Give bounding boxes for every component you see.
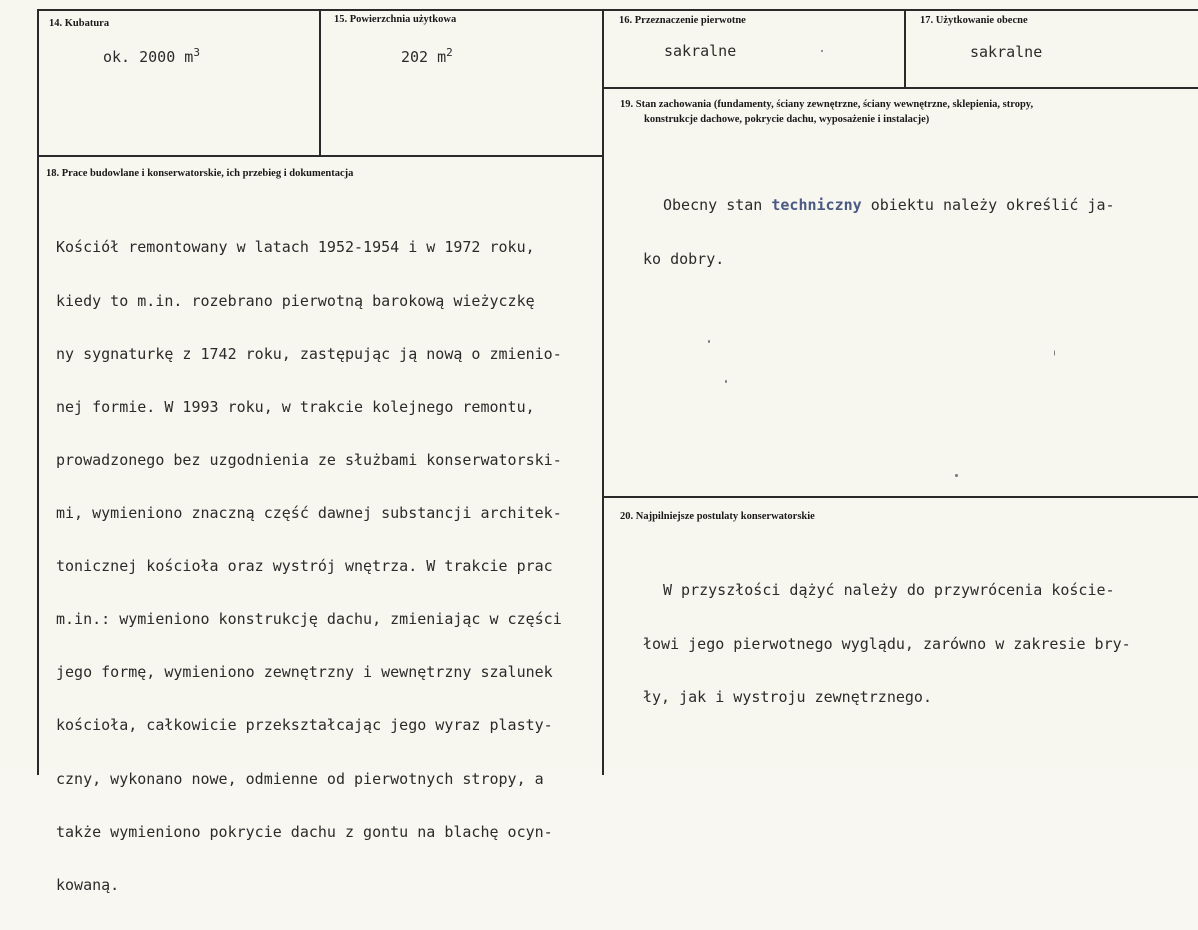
rule-below-14-15 [37,155,603,157]
field-19-highlighted-word: techniczny [771,196,862,215]
paper-speck [955,474,958,477]
divider-16-17 [904,9,906,88]
field-18-line: także wymieniono pokrycie dachu z gontu na blachę ocyn- [56,822,553,841]
field-19-line [663,197,1115,215]
field-18-line: prowadzonego bez uzgodnienia ze służbami konserwatorski- [56,450,562,469]
center-divider [602,9,604,775]
divider-14-15 [319,9,321,156]
field-19-line: ko dobry. [643,249,725,268]
paper-speck [725,380,727,383]
paper-speck [1054,350,1055,356]
field-20-label: 20. Najpilniejsze postulaty konserwatorskie [620,511,815,522]
field-18-text [56,204,562,930]
field-18-line: czny, wykonano nowe, odmienne od pierwotnych stropy, a [56,769,544,788]
paper-speck [821,50,823,52]
field-18-line: m.in.: wymieniono konstrukcję dachu, zmieniając w części [56,610,562,629]
field-19-label-line-1: 19. Stan zachowania (fundamenty, ściany zewnętrzne, ściany wewnętrzne, sklepienia, stropy, [620,99,1034,110]
left-border [37,9,39,775]
field-14-value [103,44,200,67]
field-20-line: łowi jego pierwotnego wyglądu, zarówno w zakresie bry- [643,634,1131,653]
field-17-label: 17. Użytkowanie obecne [920,15,1028,26]
field-14-unit-exponent: 3 [193,46,200,59]
rule-below-16-17 [603,87,1198,89]
field-18-line: kowaną. [56,875,120,894]
field-18-line: mi, wymieniono znaczną część dawnej substancji architek- [56,503,562,522]
paper-speck [708,340,710,343]
field-20-text [643,547,1131,742]
field-17-value: sakralne [970,43,1043,61]
field-18-line: nej formie. W 1993 roku, w trakcie kolejnego remontu, [56,397,535,416]
field-18-line: kościoła, całkowicie przekształcając jego wyraz plasty- [56,716,553,735]
field-15-unit-exponent: 2 [446,46,453,59]
field-18-line: Kościół remontowany w latach 1952-1954 i w 1972 roku, [56,238,535,257]
field-19-line-end: obiektu należy określić ja- [861,196,1115,215]
field-15-value [401,44,453,67]
field-18-line: ny sygnaturkę z 1742 roku, zastępując ją nową o zmienio- [56,344,562,363]
field-18-line: jego formę, wymieniono zewnętrzny i wewnętrzny szalunek [56,663,553,682]
field-14-label: 14. Kubatura [49,18,110,29]
field-15-label: 15. Powierzchnia użytkowa [334,14,457,25]
field-20-line: ły, jak i wystroju zewnętrznego. [643,687,932,706]
field-18-line: tonicznej kościoła oraz wystrój wnętrza. W trakcie prac [56,557,553,576]
field-15-value-text: 202 m [401,48,447,66]
field-16-label: 16. Przeznaczenie pierwotne [619,15,746,26]
field-20-line: W przyszłości dążyć należy do przywrócenia koście- [663,581,1115,600]
field-16-value: sakralne [664,42,737,60]
field-19-text [643,162,1115,304]
field-19-line-start: Obecny stan [663,196,772,215]
field-18-label: 18. Prace budowlane i konserwatorskie, ich przebieg i dokumentacja [46,168,354,179]
top-border [37,9,1198,11]
field-14-value-text: ok. 2000 m [103,48,194,66]
field-18-line: kiedy to m.in. rozebrano pierwotną barokową wieżyczkę [56,291,535,310]
rule-below-19 [603,496,1198,498]
field-19-label-line-2: konstrukcje dachowe, pokrycie dachu, wyposażenie i instalacje) [644,114,930,125]
